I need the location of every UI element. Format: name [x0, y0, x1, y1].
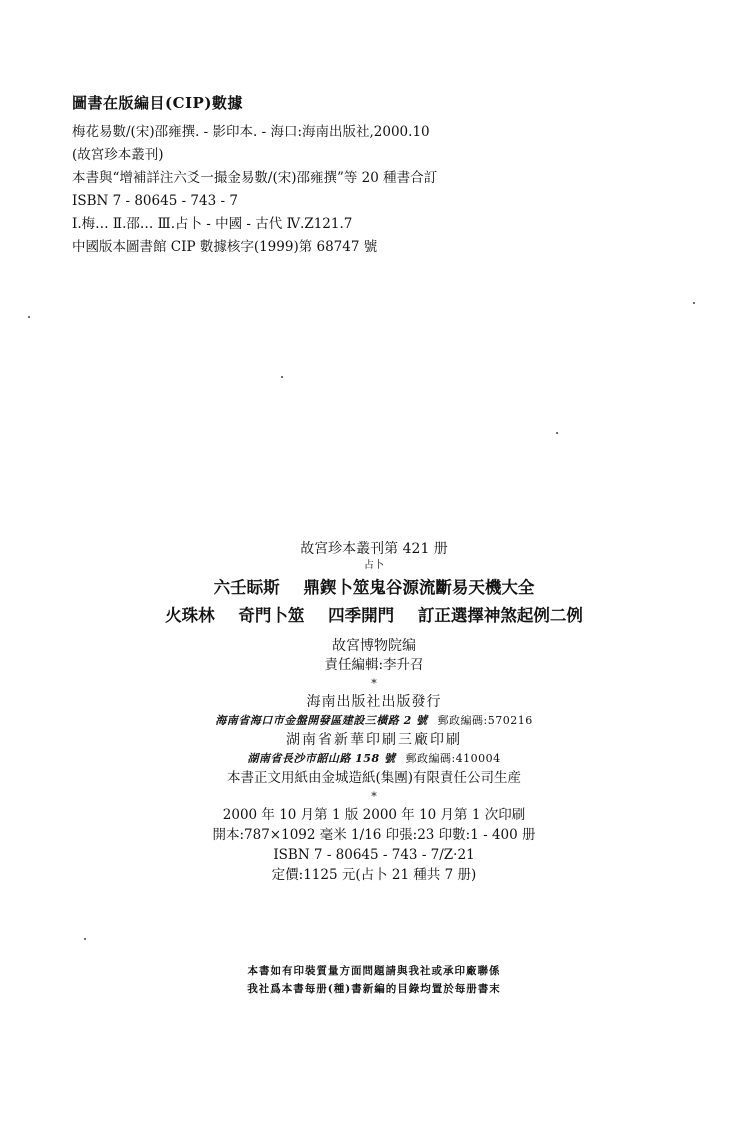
- book-title: 奇門卜筮: [238, 606, 305, 625]
- publisher-postcode: 郵政編碼:570216: [437, 714, 533, 727]
- quality-notice: [0, 962, 748, 998]
- responsible-editor: 責任編輯:李升召: [324, 657, 424, 673]
- book-title: 鼎鍥卜筮鬼谷源流斷易天機大全: [303, 578, 535, 597]
- title-line-1: [0, 577, 748, 599]
- series-volume: 故宮珍本叢刊第 421 册: [300, 541, 448, 557]
- compiler: 故宮博物院编: [332, 638, 416, 654]
- colophon: [0, 540, 748, 885]
- publisher-address: 海南省海口市金盤開發區建設三橫路 2 號: [215, 714, 428, 727]
- book-title: 訂正選擇神煞起例二例: [417, 606, 583, 625]
- cip-line-isbn: ISBN 7 - 80645 - 743 - 7: [72, 193, 238, 209]
- separator-star: *: [371, 677, 377, 690]
- cip-line-data-number: 中國版本圖書館 CIP 數據核字(1999)第 68747 號: [72, 239, 378, 255]
- edition-info: 2000 年 10 月第 1 版 2000 年 10 月第 1 次印刷: [222, 807, 526, 823]
- separator-star: *: [371, 790, 377, 803]
- cip-line-title: 梅花易數/(宋)邵雍撰. - 影印本. - 海口:海南出版社,2000.10: [72, 124, 430, 140]
- book-title: 六壬眎斯: [213, 578, 280, 597]
- format-info: 開本:787×1092 毫米 1/16 印張:23 印數:1 - 400 册: [212, 827, 536, 843]
- printer-address: 湖南省長沙市韶山路 158 號: [247, 752, 396, 765]
- notice-line-2: 我社爲本書每册(種)書新編的目錄均置於每册書末: [247, 983, 501, 995]
- notice-line-1: 本書如有印裝質量方面問題請與我社或承印廠聯係: [247, 965, 501, 977]
- cip-line-series: (故宮珍本叢刊): [72, 147, 164, 163]
- book-title: 火珠林: [165, 606, 215, 625]
- publisher: 海南出版社出版發行: [306, 694, 442, 710]
- title-line-2: [0, 605, 748, 627]
- price-info: 定價:1125 元(占卜 21 種共 7 册): [271, 867, 477, 883]
- paper-supplier: 本書正文用紙由金城造紙(集團)有限責任公司生産: [226, 770, 522, 786]
- cip-block: [72, 92, 692, 261]
- scan-speck: [28, 316, 30, 318]
- publisher-address-line: [0, 712, 748, 730]
- cip-line-subjects: Ⅰ.梅… Ⅱ.邵… Ⅲ.占卜 - 中國 - 古代 Ⅳ.Z121.7: [72, 216, 353, 232]
- cip-line-note: 本書與“增補詳注六爻一撮金易數/(宋)邵雍撰”等 20 種書合訂: [72, 170, 438, 186]
- cip-heading: 圖書在版編目(CIP)數據: [72, 94, 243, 112]
- printer-address-line: [0, 750, 748, 768]
- scan-speck: [281, 376, 283, 378]
- printer-postcode: 郵政編碼:410004: [405, 752, 501, 765]
- scan-speck: [84, 938, 86, 940]
- isbn-info: ISBN 7 - 80645 - 743 - 7/Z·21: [273, 847, 475, 863]
- scan-speck: [556, 432, 558, 434]
- scan-speck: [693, 302, 695, 304]
- printer: 湖南省新華印刷三廠印刷: [286, 732, 462, 748]
- category-label: 占卜: [364, 560, 384, 571]
- book-title: 四季開門: [328, 606, 395, 625]
